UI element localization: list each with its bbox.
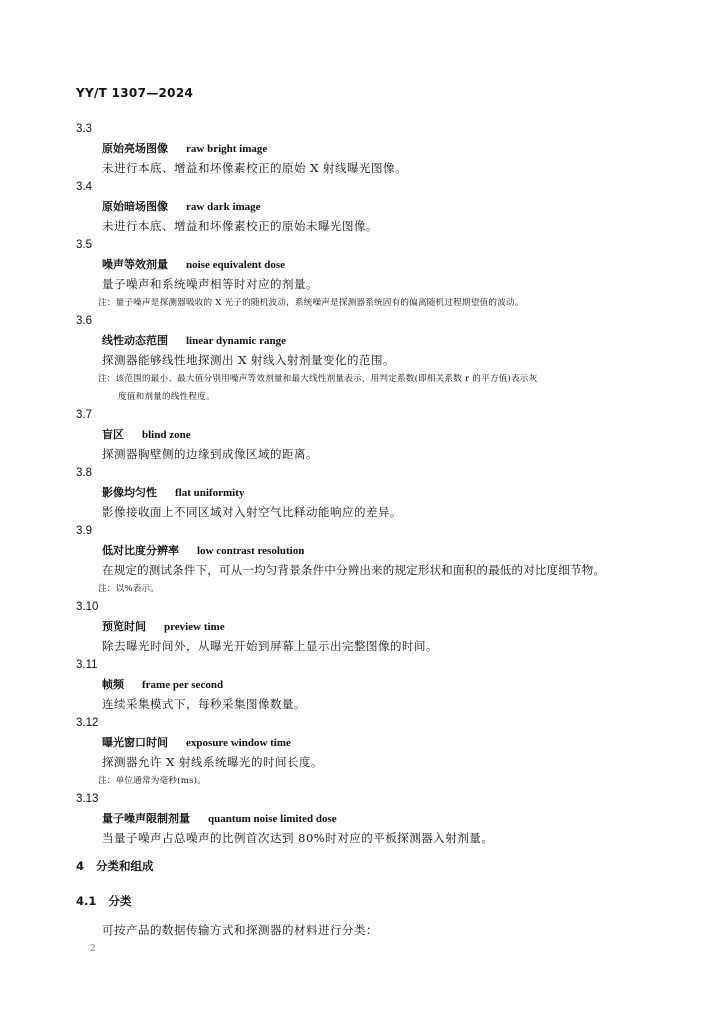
clause-number: 3.9 (76, 525, 92, 537)
subsection-number: 4.1 (76, 894, 97, 908)
term-en: preview time (164, 621, 225, 633)
term-zh: 影像均匀性 (102, 486, 157, 499)
definition-text: 当量子噪声占总噪声的比例首次达到 80%时对应的平板探测器入射剂量。 (102, 831, 494, 845)
term-en: linear dynamic range (186, 335, 287, 347)
definition-text: 在规定的测试条件下，可从一均匀背景条件中分辨出来的规定形状和面积的最低的对比度细节物。 (102, 563, 606, 577)
note: 注：单位通常为毫秒(ms)。 (98, 776, 207, 786)
definition-entry (76, 236, 656, 312)
term (102, 733, 656, 752)
section-number: 4 (76, 859, 85, 873)
term-en: flat uniformity (175, 487, 245, 499)
term-zh: 低对比度分辨率 (102, 544, 179, 557)
clause-number: 3.13 (76, 793, 99, 805)
term-zh: 帧频 (102, 678, 124, 691)
term-zh: 曝光窗口时间 (102, 736, 168, 749)
clause-number: 3.6 (76, 315, 92, 327)
clause-number: 3.4 (76, 181, 92, 193)
term-zh: 原始亮场图像 (102, 142, 168, 155)
term (102, 809, 656, 828)
term (102, 675, 656, 694)
term-zh: 盲区 (102, 428, 124, 441)
clause-number: 3.5 (76, 239, 92, 251)
clause-number: 3.10 (76, 601, 99, 613)
term (102, 541, 656, 560)
term-en: raw bright image (186, 143, 268, 155)
definitions-list (76, 120, 656, 848)
definition-entry (76, 790, 656, 848)
term-en: frame per second (142, 679, 224, 691)
term-zh: 预览时间 (102, 620, 146, 633)
term-en: quantum noise limited dose (208, 813, 337, 825)
definition-entry (76, 406, 656, 464)
term (102, 483, 656, 502)
note (98, 370, 656, 406)
term (102, 139, 656, 158)
term-en: raw dark image (186, 201, 261, 213)
term-zh: 噪声等效剂量 (102, 258, 168, 271)
definition-entry (76, 598, 656, 656)
term (102, 197, 656, 216)
term-en: noise equivalent dose (186, 259, 286, 271)
definition-entry (76, 656, 656, 714)
note: 注：量子噪声是探测器吸收的 X 光子的随机波动，系统噪声是探测器系统固有的偏离随机过程期望值的波动。 (98, 298, 524, 308)
term-en: blind zone (142, 429, 191, 441)
definition-entry (76, 178, 656, 236)
definition-text: 未进行本底、增益和坏像素校正的原始 X 射线曝光图像。 (102, 161, 407, 175)
section-heading (76, 858, 154, 874)
definition-text: 未进行本底、增益和坏像素校正的原始未曝光图像。 (102, 219, 378, 233)
definition-entry (76, 714, 656, 790)
definition-entry (76, 522, 656, 598)
definition-text: 影像接收面上不同区域对入射空气比释动能响应的差异。 (102, 505, 402, 519)
definition-text: 除去曝光时间外，从曝光开始到屏幕上显示出完整图像的时间。 (102, 639, 438, 653)
subsection-title: 分类 (108, 894, 132, 908)
definition-entry (76, 312, 656, 406)
subsection-heading (76, 893, 131, 909)
page-number: 2 (90, 944, 96, 954)
clause-number: 3.3 (76, 123, 92, 135)
definition-text: 连续采集模式下，每秒采集图像数量。 (102, 697, 306, 711)
clause-number: 3.12 (76, 717, 99, 729)
term (102, 331, 656, 350)
clause-number: 3.8 (76, 467, 92, 479)
body-paragraph: 可按产品的数据传输方式和探测器的材料进行分类： (102, 923, 378, 937)
clause-number: 3.7 (76, 409, 92, 421)
term (102, 617, 656, 636)
clause-number: 3.11 (76, 659, 98, 671)
definition-text: 量子噪声和系统噪声相等时对应的剂量。 (102, 277, 318, 291)
definition-text: 探测器能够线性地探测出 X 射线入射剂量变化的范围。 (102, 353, 395, 367)
definition-text: 探测器允许 X 射线系统曝光的时间长度。 (102, 755, 323, 769)
term-en: exposure window time (186, 737, 291, 749)
note-continuation: 度值和剂量的线性程度。 (118, 392, 215, 402)
definition-entry (76, 120, 656, 178)
term-zh: 量子噪声限制剂量 (102, 812, 190, 825)
term (102, 425, 656, 444)
definition-entry (76, 464, 656, 522)
note-text: 注：该范围的最小、最大值分别用噪声等效剂量和最大线性剂量表示，用判定系数(即相关系数 r 的平方值)表示灰 (98, 374, 538, 384)
term-en: low contrast resolution (197, 545, 305, 557)
definition-text: 探测器胸壁侧的边缘到成像区域的距离。 (102, 447, 318, 461)
note: 注：以%表示。 (98, 584, 160, 594)
document-header: YY/T 1307—2024 (76, 86, 194, 100)
term-zh: 线性动态范围 (102, 334, 168, 347)
section-title: 分类和组成 (96, 859, 154, 873)
term (102, 255, 656, 274)
term-zh: 原始暗场图像 (102, 200, 168, 213)
